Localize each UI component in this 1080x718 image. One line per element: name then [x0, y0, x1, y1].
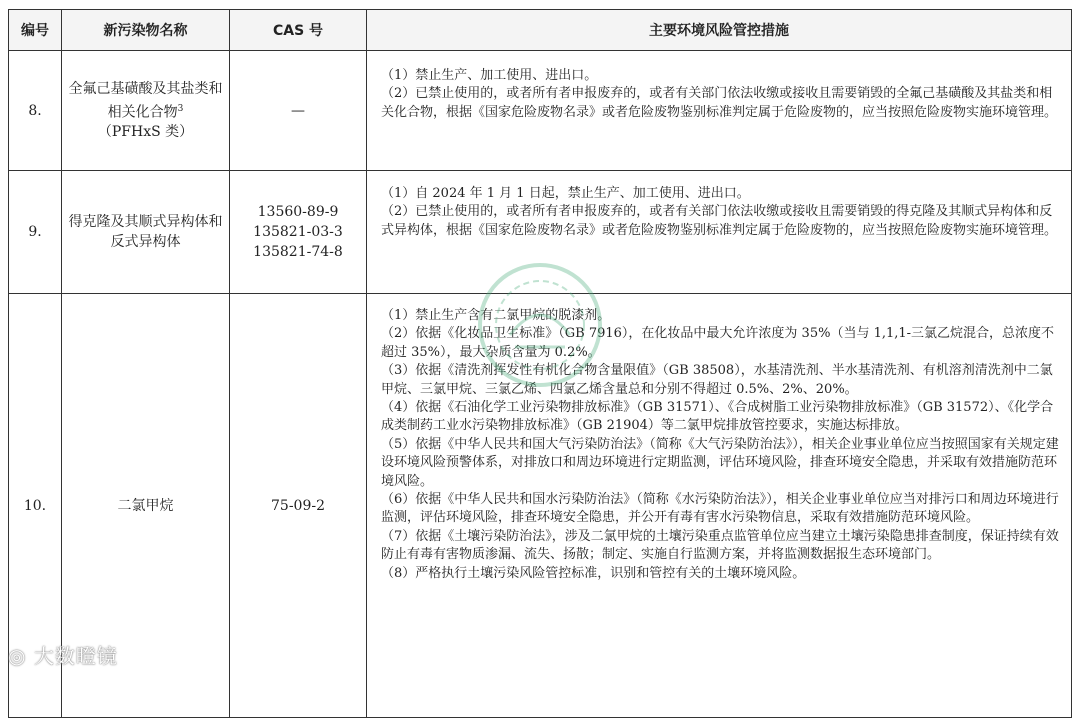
pollutant-name-text: 全氟己基磺酸及其盐类和相关化合物 [68, 80, 223, 121]
table-row [9, 171, 1072, 294]
measure-item: （3）依据《清洗剂挥发性有机化合物含量限值》（GB 38508），水基清洗剂、半水基清洗剂、有机溶剂清洗剂中二氯甲烷、三氯甲烷、三氯乙烯、四氯乙烯含量总和分别不得超过 0.5%、2%、20%。 [381, 363, 1053, 397]
cas-number: 13560-89-9 135821-03-3 135821-74-8 [230, 171, 367, 294]
header-cas: CAS 号 [230, 10, 367, 51]
measures-cell [367, 51, 1072, 171]
table-row [9, 294, 1072, 718]
table-header-row [9, 10, 1072, 51]
header-measures: 主要环境风险管控措施 [367, 10, 1072, 51]
source-watermark [8, 640, 118, 669]
row-number: 10. [9, 294, 62, 718]
measure-item: （5）依据《中华人民共和国大气污染防治法》（简称《大气污染防治法》），相关企业事业单位应当按照国家有关规定建设环境风险预警体系，对排放口和周边环境进行定期监测，评估环境风险，排查环境安全隐患，并采取有效措施防范环境风险。 [381, 436, 1059, 489]
pollutant-name [62, 51, 230, 171]
row-number: 9. [9, 171, 62, 294]
cas-number: 75-09-2 [230, 294, 367, 718]
weibo-icon: ◎ [8, 644, 34, 668]
measure-item: （8）严格执行土壤污染风险管控标准，识别和管控有关的土壤环境风险。 [381, 565, 806, 581]
table-row [9, 51, 1072, 171]
measure-item: （7）依据《土壤污染防治法》，涉及二氯甲烷的土壤污染重点监管单位应当建立土壤污染隐患排查制度，保证持续有效防止有毒有害物质渗漏、流失、扬散；制定、实施自行监测方案，并将监测数据报生态环境部门。 [381, 528, 1059, 563]
pollutant-name-suffix: （PFHxS 类） [97, 124, 194, 141]
measure-item: （1）禁止生产、加工使用、进出口。 [381, 68, 598, 83]
measure-item: （2）已禁止使用的，或者所有者申报废弃的，或者有关部门依法收缴或接收且需要销毁的全氟己基磺酸及其盐类和相关化合物，根据《国家危险废物名录》或者危险废物鉴别标准判定属于危险废物的，应当按照危险废物实施环境管理。 [381, 86, 1058, 120]
measure-item: （2）依据《化妆品卫生标准》（GB 7916），在化妆品中最大允许浓度为 35%（当与 1,1,1-三氯乙烷混合，总浓度不超过 35%），最大杂质含量为 0.2%。 [381, 326, 1055, 360]
measures-cell [367, 171, 1072, 294]
row-number: 8. [9, 51, 62, 171]
header-number: 编号 [9, 10, 62, 51]
measures-cell [367, 294, 1072, 718]
watermark-text: 大数瞪镜 [33, 644, 118, 668]
measure-item: （1）自 2024 年 1 月 1 日起，禁止生产、加工使用、进出口。 [381, 186, 750, 201]
measure-item: （4）依据《石油化学工业污染物排放标准》（GB 31571）、《合成树脂工业污染物排放标准》（GB 31572）、《化学合成类制药工业水污染物排放标准》（GB 21904）等二氯甲烷排放管控要求，实施达标排放。 [381, 400, 1054, 434]
measure-item: （2）已禁止使用的，或者所有者申报废弃的，或者有关部门依法收缴或接收且需要销毁的得克隆及其顺式异构体和反式异构体，根据《国家危险废物名录》或者危险废物鉴别标准判定属于危险废物的，应当按照危险废物实施环境管理。 [381, 204, 1058, 238]
measure-item: （1）禁止生产含有二氯甲烷的脱漆剂。 [381, 308, 611, 323]
header-name: 新污染物名称 [62, 10, 230, 51]
footnote-marker: 3 [177, 103, 184, 114]
pollutant-name: 二氯甲烷 [62, 294, 230, 718]
pollutant-table [8, 9, 1072, 718]
measure-item: （6）依据《中华人民共和国水污染防治法》（简称《水污染防治法》），相关企业事业单位应当对排污口和周边环境进行监测，评估环境风险，排查环境安全隐患，并公开有毒有害水污染物信息，采取有效措施防范环境风险。 [381, 492, 1059, 526]
cas-number: — [230, 51, 367, 171]
pollutant-name: 得克隆及其顺式异构体和反式异构体 [62, 171, 230, 294]
